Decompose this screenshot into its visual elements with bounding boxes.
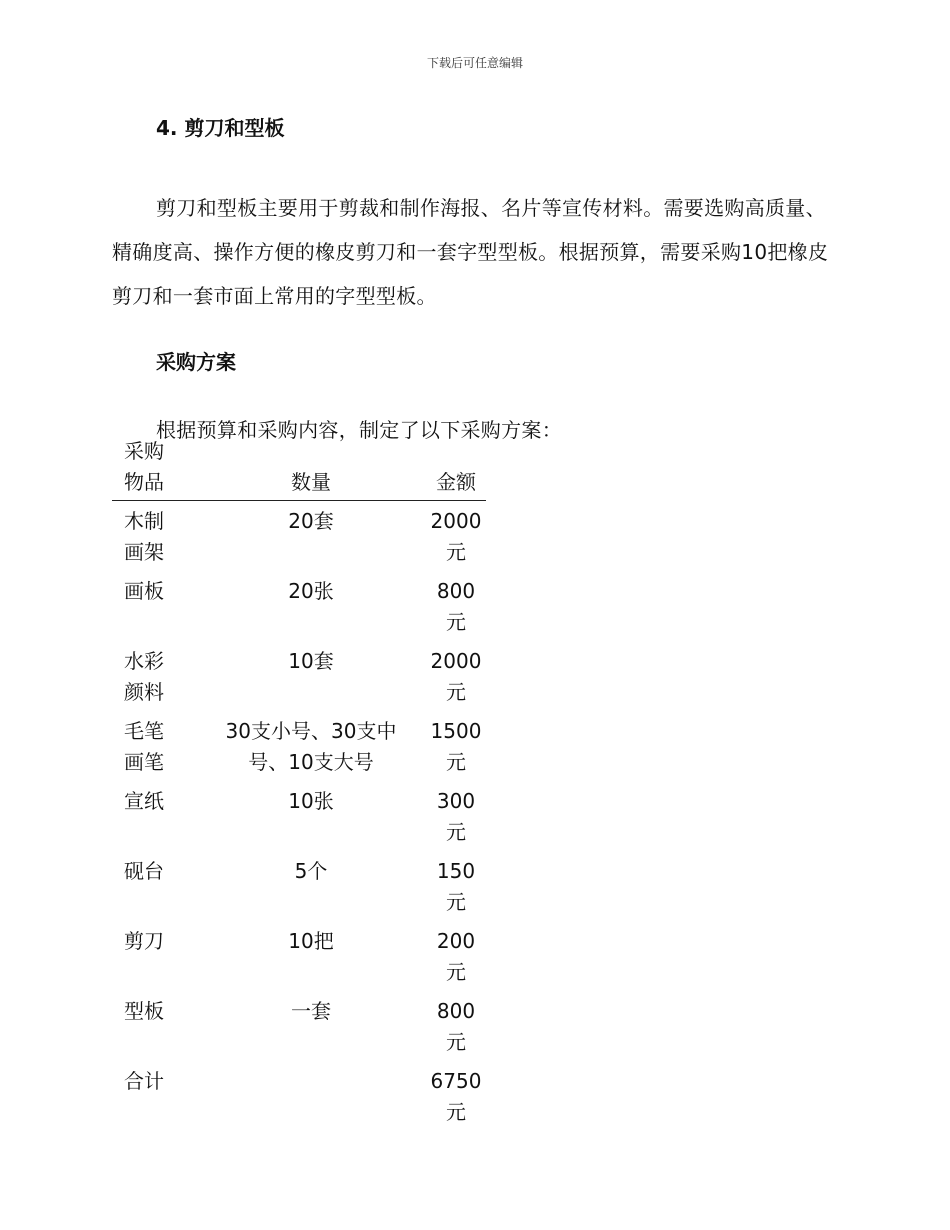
row-item: 型板 <box>124 999 164 1023</box>
table-row <box>112 501 486 572</box>
row-amount: 150元 <box>436 859 476 914</box>
table-row <box>112 781 486 851</box>
row-qty: 5个 <box>294 859 328 883</box>
row-amount: 6750元 <box>430 1069 482 1124</box>
document-body <box>112 112 832 452</box>
row-qty: 10套 <box>288 649 334 673</box>
header-amount: 金额 <box>426 436 486 501</box>
row-item: 木制画架 <box>124 509 164 564</box>
row-item: 宣纸 <box>124 789 164 813</box>
table-row <box>112 571 486 641</box>
row-amount: 800元 <box>436 579 476 634</box>
table-row <box>112 851 486 921</box>
row-amount: 2000元 <box>430 649 482 704</box>
row-qty: 30支小号、30支中号、10支大号 <box>225 719 397 774</box>
row-item: 毛笔画笔 <box>124 719 164 774</box>
row-item: 水彩颜料 <box>124 649 164 704</box>
header-qty: 数量 <box>196 436 426 501</box>
row-item: 砚台 <box>124 859 164 883</box>
table-row <box>112 991 486 1061</box>
table-row <box>112 921 486 991</box>
plan-intro: 根据预算和采购内容，制定了以下采购方案： <box>156 418 562 442</box>
table-row <box>112 711 486 781</box>
table-header-row <box>112 436 486 501</box>
row-amount: 2000元 <box>430 509 482 564</box>
plan-heading: 采购方案 <box>156 350 236 374</box>
table-row-total <box>112 1061 486 1131</box>
row-amount: 300元 <box>436 789 476 844</box>
row-amount: 200元 <box>436 929 476 984</box>
row-qty: 20套 <box>288 509 334 533</box>
row-item: 合计 <box>124 1069 164 1093</box>
section-paragraph: 剪刀和型板主要用于剪裁和制作海报、名片等宣传材料。需要选购高质量、精确度高、操作方便的橡皮剪刀和一套字型型板。根据预算，需要采购10把橡皮剪刀和一套市面上常用的字型型板。 <box>112 196 829 308</box>
table-row <box>112 641 486 711</box>
row-qty: 一套 <box>291 999 331 1023</box>
row-qty: 10张 <box>288 789 334 813</box>
row-item: 画板 <box>124 579 164 603</box>
page-header: 下载后可任意编辑 <box>426 56 523 70</box>
row-qty: 20张 <box>288 579 334 603</box>
purchase-table <box>112 436 486 1131</box>
row-qty <box>196 1061 426 1131</box>
header-item: 采购物品 <box>112 436 196 501</box>
section-heading: 4. 剪刀和型板 <box>156 116 285 140</box>
row-item: 剪刀 <box>124 929 164 953</box>
row-qty: 10把 <box>288 929 334 953</box>
row-amount: 1500元 <box>430 719 482 774</box>
row-amount: 800元 <box>436 999 476 1054</box>
